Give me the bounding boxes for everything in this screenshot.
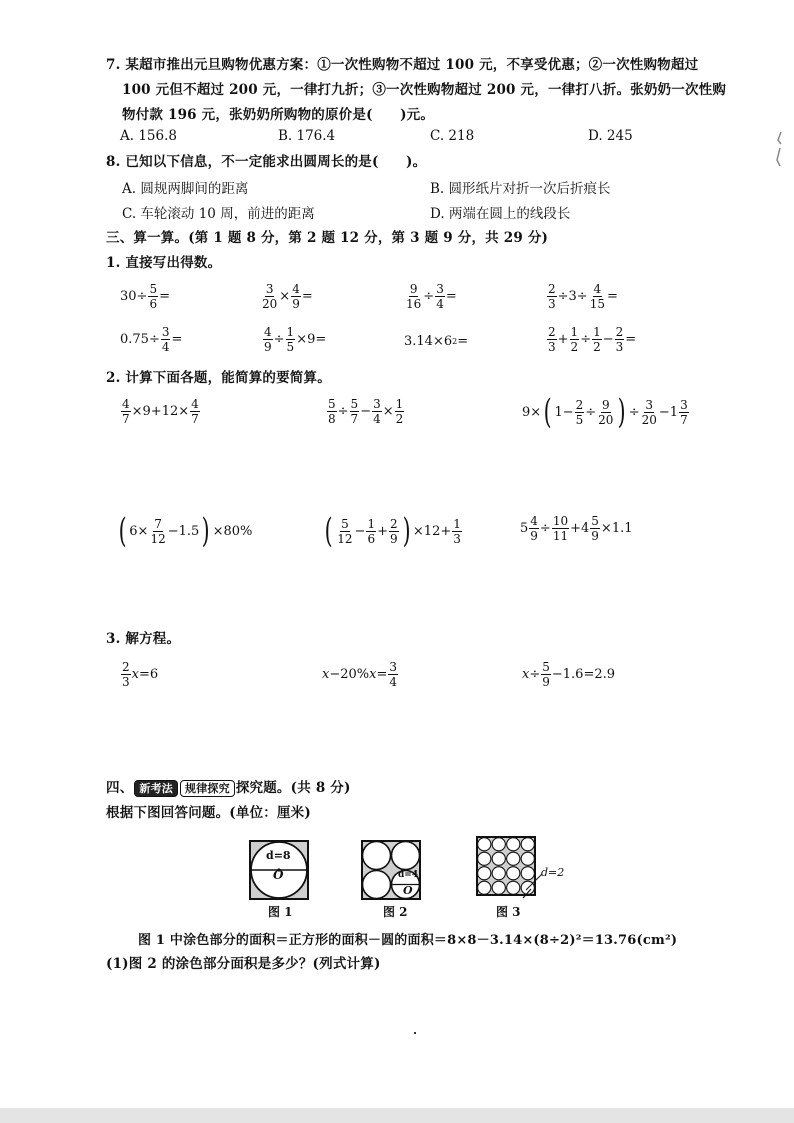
pattern-badge: 规律探究 [180, 780, 235, 797]
q8-option-b: B. 圆形纸片对折一次后折痕长 [430, 181, 611, 197]
calc-2-3: 9× ( 1− $\frac{2}{5}$ ÷ $\frac{9}{20}$ ) ÷ $\frac{3}{20}$ −1 $\frac{3}{7}$ [522, 392, 688, 432]
calc-1-3: $\frac{9}{16}$ ÷ $\frac{3}{4}$ = [406, 282, 457, 311]
figure-1-formula: 图 1 中涂色部分的面积＝正方形的面积－圆的面积＝8×8－3.14×(8÷2)²＝13.76(cm²) [138, 933, 678, 948]
calc-2-4: ( 6× $\frac{7}{12}$ −1.5 ) ×80% [118, 511, 253, 551]
section3-part3-title: 3. 解方程。 [106, 631, 181, 647]
calc-1-1: 30÷ $\frac{5}{6}$ = [120, 282, 170, 311]
q7-option-d: D. 245 [588, 128, 633, 144]
q7-line1: 7. 某超市推出元旦购物优惠方案：①一次性购物不超过 100 元，不享受优惠；②一次性购物超过 [106, 57, 699, 73]
equation-1: $\frac{2}{3}$ x =6 [122, 660, 159, 689]
figure-1-center: O [273, 868, 284, 882]
calc-1-8: $\frac{2}{3}$ + $\frac{1}{2}$ ÷ $\frac{1}{2}$ − $\frac{2}{3}$ = [548, 325, 637, 354]
figure-2-diameter: d=4 [398, 870, 419, 880]
section4-question-1: (1)图 2 的涂色部分面积是多少？(列式计算) [106, 956, 381, 972]
viewer-bottom-bar [0, 1108, 794, 1123]
q8-option-c: C. 车轮滚动 10 周，前进的距离 [122, 206, 315, 222]
new-method-badge: 新考法 [134, 780, 178, 797]
section4-title [106, 776, 351, 800]
q8-option-a: A. 圆规两脚间的距离 [122, 181, 249, 197]
figure-2-center: O [403, 884, 413, 897]
calc-2-6: 5 $\frac{4}{9}$ ÷ $\frac{10}{11}$ +4 $\frac{5}{9}$ ×1.1 [520, 514, 633, 543]
calc-2-1: $\frac{4}{7}$ ×9+12× $\frac{4}{7}$ [122, 397, 199, 426]
figure-1-label: 图 1 [268, 905, 293, 919]
section4-prefix: 四、 [106, 780, 134, 796]
calc-1-7: 3.14×6 2 = [404, 334, 469, 349]
equation-2: x −20% x = $\frac{3}{4}$ [322, 660, 398, 689]
calc-2-5: ( $\frac{5}{12}$ − $\frac{1}{6}$ + $\frac{2}{9}$ ) ×12+ $\frac{1}{3}$ [324, 511, 461, 551]
stray-dot [414, 1032, 416, 1034]
q7-option-a: A. 156.8 [120, 128, 177, 144]
section3-part1-title: 1. 直接写出得数。 [106, 255, 222, 271]
figure-2-label: 图 2 [383, 905, 408, 919]
equation-3: x ÷ $\frac{5}{9}$ −1.6=2.9 [522, 660, 616, 689]
q8-stem: 8. 已知以下信息，不一定能求出圆周长的是( )。 [106, 154, 427, 170]
calc-1-4: $\frac{2}{3}$ ÷3÷ $\frac{4}{15}$ = [548, 282, 618, 311]
q7-line2: 100 元但不超过 200 元，一律打九折；③一次性购物超过 200 元，一律打八折。张奶奶一次性购 [122, 82, 727, 98]
figure-3-label: 图 3 [496, 905, 521, 919]
calc-2-2: $\frac{5}{8}$ ÷ $\frac{5}{7}$ − $\frac{3}{4}$ × $\frac{1}{2}$ [328, 397, 404, 426]
q7-option-c: C. 218 [430, 128, 475, 144]
calc-1-5: 0.75÷ $\frac{3}{4}$ = [120, 325, 183, 354]
section3-part2-title: 2. 计算下面各题，能简算的要简算。 [106, 370, 331, 386]
section3-title: 三、算一算。(第 1 题 8 分，第 2 题 12 分，第 3 题 9 分，共 29 分) [106, 230, 549, 246]
section4-suffix: 探究题。(共 8 分) [235, 780, 351, 796]
page-edge-mark [775, 130, 783, 170]
calc-1-2: $\frac{3}{20}$ × $\frac{4}{9}$ = [262, 282, 313, 311]
q8-option-d: D. 两端在圆上的线段长 [430, 206, 571, 222]
section4-intro: 根据下图回答问题。(单位：厘米) [106, 805, 311, 821]
q7-line3: 物付款 196 元，张奶奶所购物的原价是( )元。 [122, 107, 435, 123]
figure-3-diameter: d=2 [541, 866, 565, 879]
figure-1-diameter: d=8 [266, 849, 291, 862]
calc-1-6: $\frac{4}{9}$ ÷ $\frac{1}{5}$ ×9= [264, 325, 327, 354]
q7-option-b: B. 176.4 [278, 128, 336, 144]
